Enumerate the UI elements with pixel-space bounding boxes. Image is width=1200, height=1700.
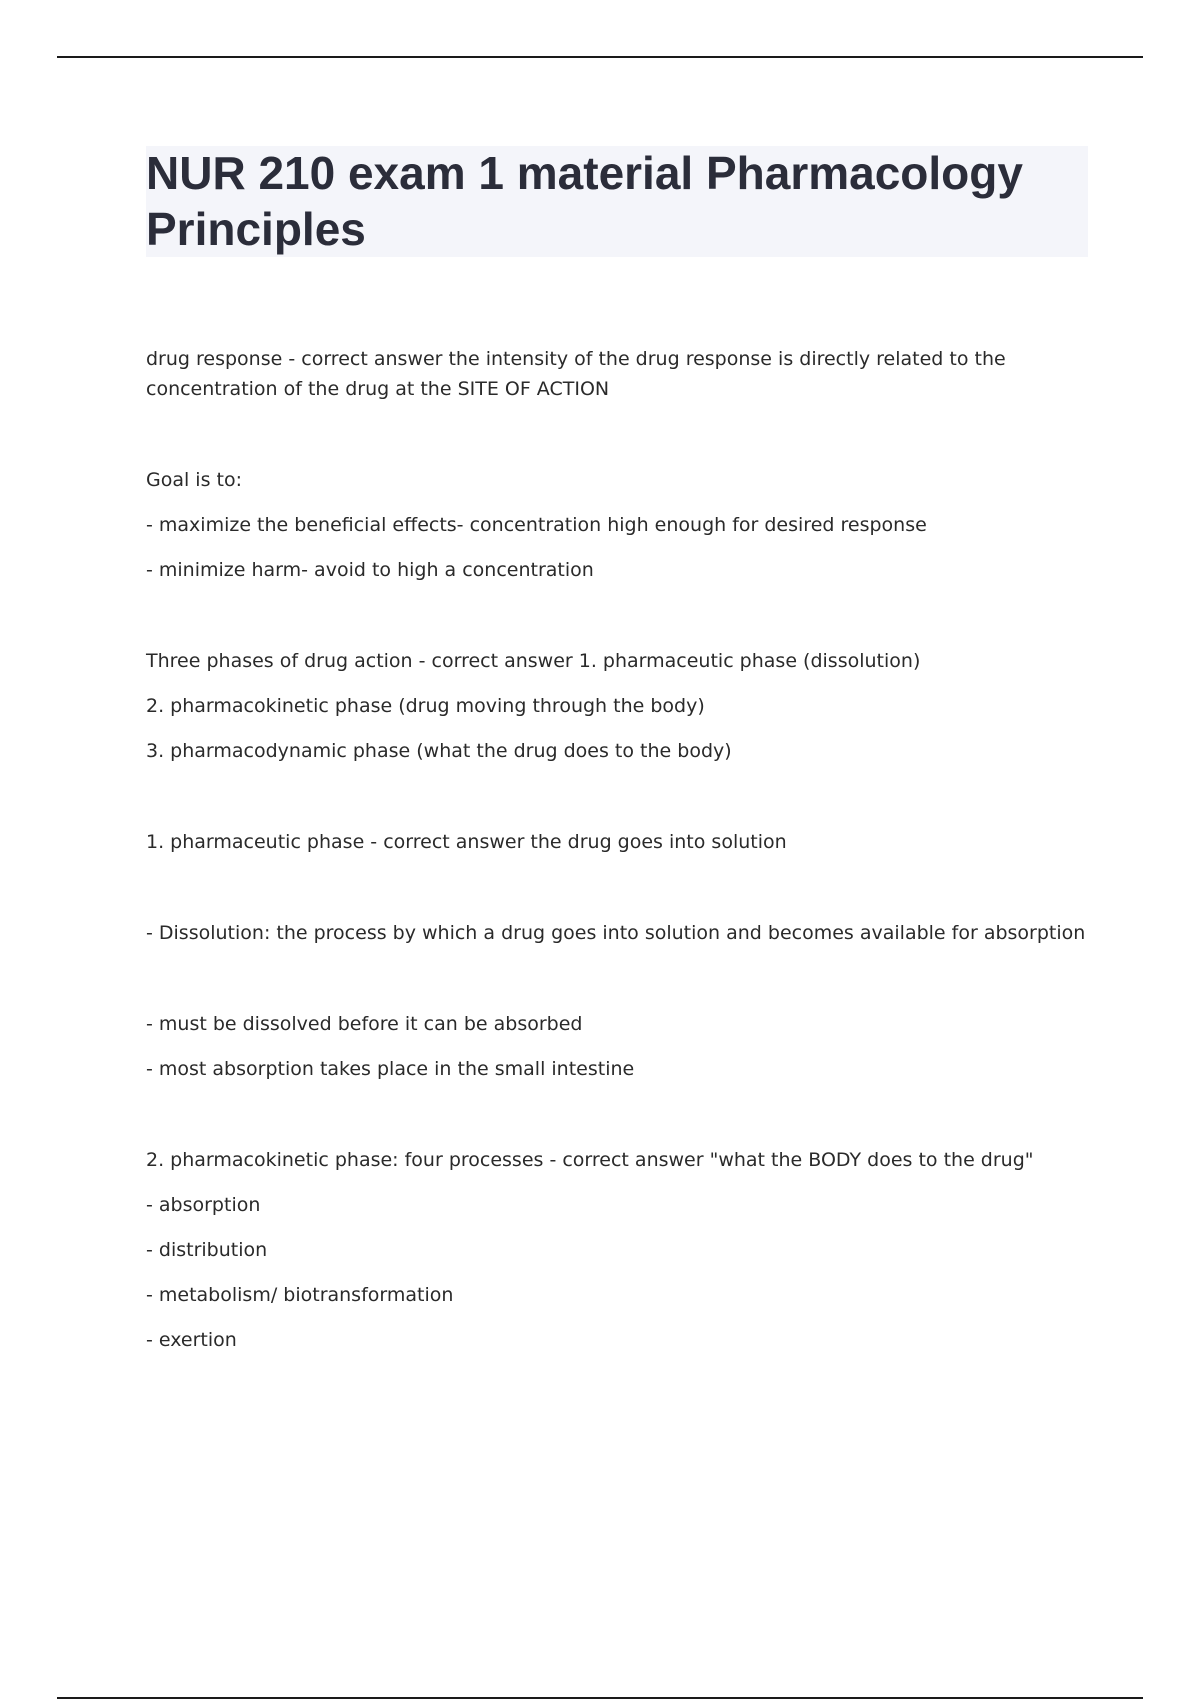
list-item: - absorption	[146, 1194, 261, 1216]
top-rule	[57, 56, 1143, 58]
paragraph-three-phases: Three phases of drug action - correct answer 1. pharmaceutic phase (dissolution)	[146, 650, 921, 672]
paragraph-goal-heading: Goal is to:	[146, 469, 243, 491]
document-body	[146, 344, 1092, 1355]
list-item: - exertion	[146, 1329, 237, 1351]
paragraph-pharmaceutic-phase: 1. pharmaceutic phase - correct answer the drug goes into solution	[146, 831, 787, 853]
list-item: - most absorption takes place in the small intestine	[146, 1058, 635, 1080]
list-item: - maximize the beneficial effects- concentration high enough for desired response	[146, 514, 927, 536]
page-title: NUR 210 exam 1 material Pharmacology Principles	[146, 147, 1023, 255]
list-item: 3. pharmacodynamic phase (what the drug does to the body)	[146, 740, 732, 762]
list-item: 2. pharmacokinetic phase (drug moving through the body)	[146, 695, 705, 717]
list-item: - minimize harm- avoid to high a concentration	[146, 559, 594, 581]
list-item: - metabolism/ biotransformation	[146, 1284, 454, 1306]
paragraph-dissolution: - Dissolution: the process by which a drug goes into solution and becomes available for absorption	[146, 922, 1086, 944]
list-item: - must be dissolved before it can be absorbed	[146, 1013, 583, 1035]
paragraph-pharmacokinetic-phase: 2. pharmacokinetic phase: four processes - correct answer "what the BODY does to the drug"	[146, 1149, 1034, 1171]
paragraph-drug-response: drug response - correct answer the intensity of the drug response is directly related to the concentration of the drug at the SITE OF ACTION	[146, 348, 1006, 400]
bottom-rule	[57, 1697, 1143, 1699]
list-item: - distribution	[146, 1239, 268, 1261]
